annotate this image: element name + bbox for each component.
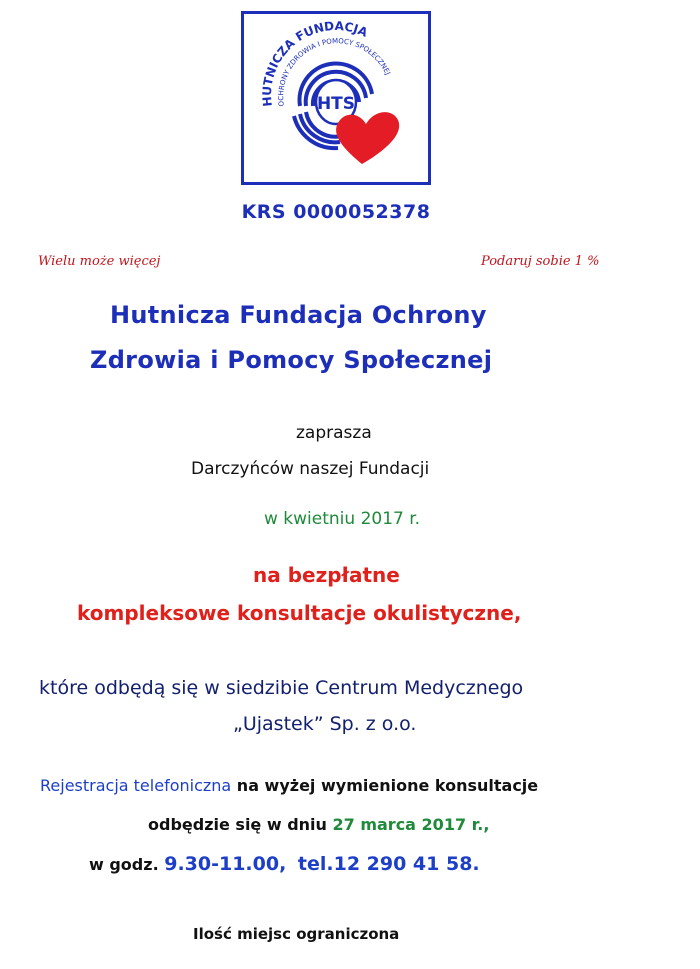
foundation-logo	[241, 11, 431, 185]
heart-icon	[336, 112, 399, 164]
hts-logo-graphic	[244, 14, 428, 182]
phone-number: 12 290 41 58.	[333, 853, 480, 875]
registration-date-prefix: odbędzie się w dniu	[148, 815, 327, 834]
hours-prefix: w godz.	[89, 855, 159, 874]
registration-label: Rejestracja telefoniczna	[40, 776, 232, 795]
organization-name-line1: Hutnicza Fundacja Ochrony	[110, 301, 487, 329]
invitation-date: w kwietniu 2017 r.	[264, 509, 421, 529]
registration-line	[40, 776, 538, 795]
registration-date: 27 marca 2017 r.,	[332, 815, 490, 834]
registration-text: na wyżej wymienione konsultacje	[236, 776, 539, 795]
logo-center-text: HTS	[316, 94, 356, 114]
location-line2: „Ujastek” Sp. z o.o.	[233, 713, 417, 735]
location-line1: które odbędą się w siedzibie Centrum Medycznego	[39, 677, 524, 699]
registration-date-line	[148, 815, 489, 834]
offer-line2: kompleksowe konsultacje okulistyczne,	[77, 601, 522, 625]
invitation-verb: zaprasza	[296, 423, 372, 443]
registration-hours-line	[89, 853, 480, 875]
registration-hours: 9.30-11.00,	[164, 853, 287, 875]
limited-places-note: Ilość miejsc ograniczona	[193, 925, 400, 943]
logo-ring-text-top: HUTNICZA FUNDACJA	[259, 18, 370, 108]
phone-prefix: tel.	[297, 853, 334, 875]
krs-number: KRS 0000052378	[241, 201, 431, 223]
slogan-right: Podaruj sobie 1 %	[481, 254, 600, 269]
offer-line1: na bezpłatne	[253, 563, 400, 587]
invitation-audience: Darczyńców naszej Fundacji	[191, 459, 430, 479]
organization-name-line2: Zdrowia i Pomocy Społecznej	[90, 346, 493, 374]
slogan-left: Wielu może więcej	[38, 254, 161, 269]
logo-ring-text-inner: OCHRONY ZDROWIA I POMOCY SPOŁECZNEJ	[277, 37, 392, 107]
